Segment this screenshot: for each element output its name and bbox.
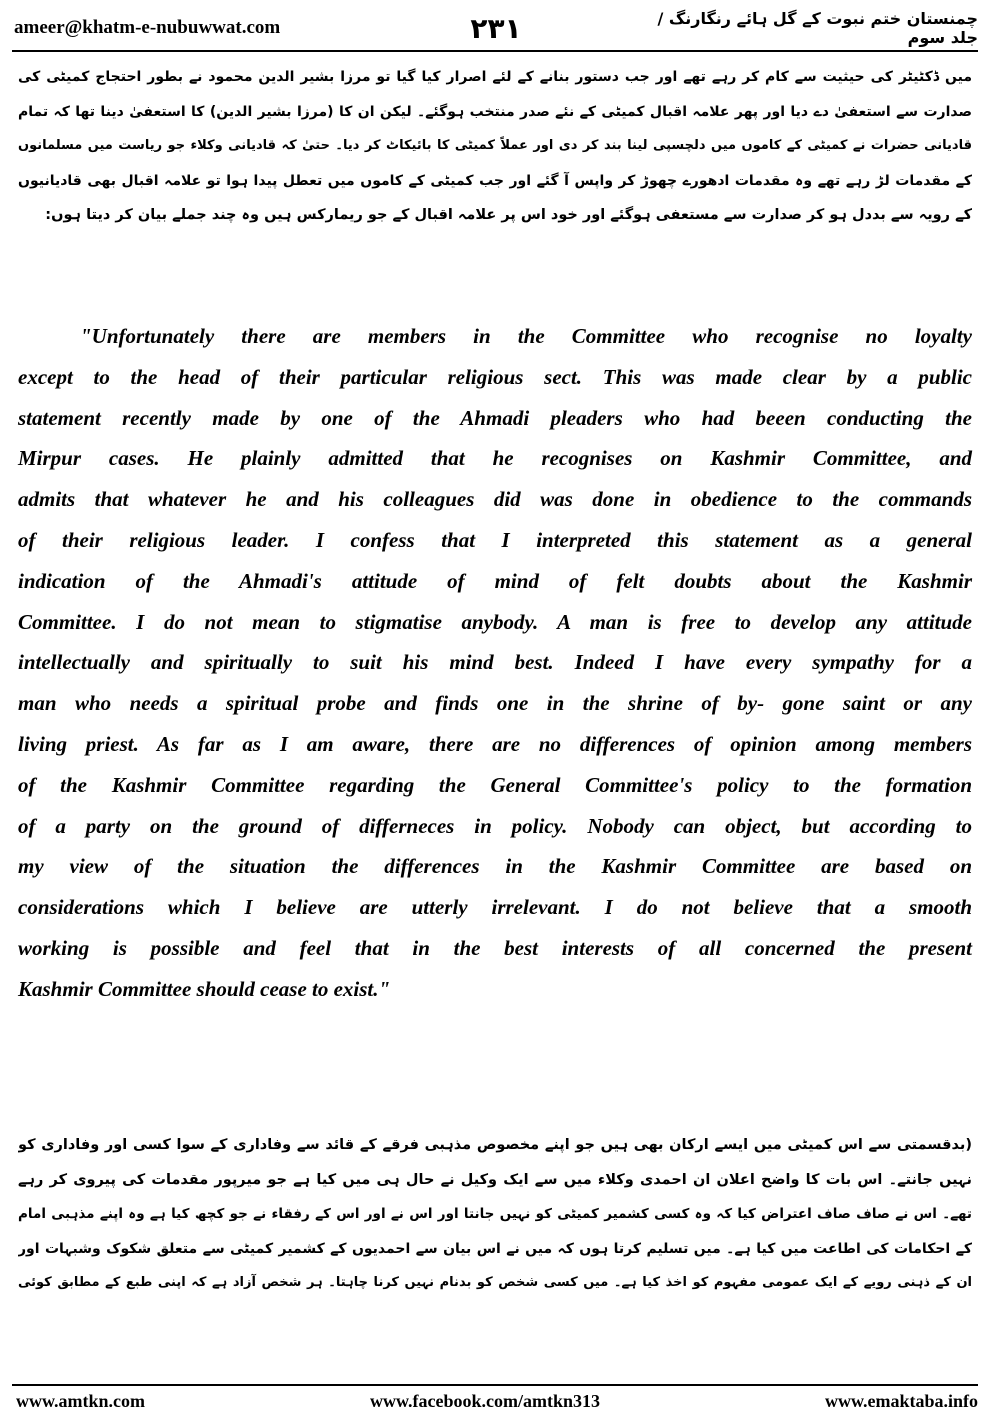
- quote-line: Mirpur cases. He plainly admitted that he recognises on Kashmir Committee, and: [18, 446, 972, 471]
- quote-line: indication of the Ahmadi's attitude of mind of felt doubts about the Kashmir: [18, 568, 972, 593]
- quote-line: of the Kashmir Committee regarding the General Committee's policy to the formation: [18, 772, 972, 797]
- urdu-translation-paragraph: [18, 1128, 972, 1301]
- urdu-intro-line: کے مقدمات لڑ رہے تھے وہ مقدمات ادھورے چھوڑ کر واپس آ گئے اور جب کمیٹی کے کاموں میں تعطل پیدا ہوا تو علامہ اقبال بھی قادیانیوں: [18, 172, 972, 189]
- quote-line: statement recently made by one of the Ahmadi pleaders who had beeen conducting the: [18, 405, 972, 430]
- urdu-intro-line: صدارت سے استعفیٰ دے دیا اور پھر علامہ اقبال کمیٹی کے نئے صدر منتخب ہوگئے۔ لیکن ان کا (مرزا بشیر الدین) کا استعفیٰ دینا تھا کہ تمام: [18, 103, 972, 120]
- urdu-translation-line: (بدقسمتی سے اس کمیٹی میں ایسے ارکان بھی ہیں جو اپنے مخصوص مذہبی فرقے کے قائد سے وفاداری کے سوا کسی اور وفاداری کو: [18, 1137, 972, 1153]
- urdu-intro-paragraph: [18, 60, 972, 233]
- english-quote-block: [18, 316, 972, 1010]
- quote-line: except to the head of their particular religious sect. This was made clear by a public: [18, 364, 972, 389]
- quote-line: "Unfortunately there are members in the Committee who recognise no loyalty: [80, 324, 972, 348]
- footer-link-amtkn[interactable]: www.amtkn.com: [16, 1390, 145, 1411]
- urdu-translation-line: کے احکامات کی اطاعت میں کیا ہے۔ میں تسلیم کرتا ہوں کہ میں نے اس بیان سے احمدیوں کے کشمیر کمیٹی سے متعلق شکوک وشبہات اور: [18, 1240, 972, 1257]
- page-footer: [16, 1388, 978, 1414]
- page-number: ۲۳۱: [470, 11, 522, 45]
- urdu-translation-line: نہیں جانتے۔ اس بات کا واضح اعلان ان احمدی وکلاء میں سے ایک وکیل نے حال ہی میں کیا ہے جو میرپور مقدمات کی پیروی کر رہے: [18, 1171, 972, 1188]
- header-rule: [12, 50, 978, 52]
- quote-line: of their religious leader. I confess that I interpreted this statement as a general: [18, 527, 972, 552]
- book-title: چمنستان ختم نبوت کے گل ہائے رنگارنگ / جلد سوم: [657, 9, 978, 47]
- urdu-translation-line: تھے۔ اس نے صاف صاف اعتراض کیا کہ وہ کسی کشمیر کمیٹی کو نہیں جانتا اور اس نے اور اس کے رفقاء نے جو کچھ کیا ہے وہ اپنے مذہبی امام: [18, 1206, 972, 1222]
- quote-line: Committee. I do not mean to stigmatise anybody. A man is free to develop any attitude: [18, 609, 972, 634]
- urdu-translation-line: ان کے ذہنی رویے کے ایک عمومی مفہوم کو اخذ کیا ہے۔ میں کسی شخص کو بدنام نہیں کرنا چاہتا۔ ہر شخص آزاد ہے کہ اپنی طبع کے مطابق کوئی: [18, 1275, 972, 1290]
- footer-rule: [12, 1384, 978, 1386]
- urdu-intro-line: میں ڈکٹیٹر کی حیثیت سے کام کر رہے تھے اور جب دستور بنانے کے لئے اصرار کیا گیا تو مرزا بشیر الدین محمود نے بطور احتجاج کمیٹی کی: [18, 69, 972, 85]
- urdu-intro-line: قادیانی حضرات نے کمیٹی کے کاموں میں دلچسپی لینا بند کر دی اور عملاً کمیٹی کا بائیکاٹ کر دیا۔ حتیٰ کہ قادیانی وکلاء جو ریاست میں مسلمانوں: [18, 138, 972, 153]
- quote-line: working is possible and feel that in the best interests of all concerned the present: [18, 935, 972, 960]
- quote-line: intellectually and spiritually to suit his mind best. Indeed I have every sympathy for a: [18, 650, 972, 675]
- header-email: ameer@khatm-e-nubuwwat.com: [14, 17, 281, 38]
- quote-line: Kashmir Committee should cease to exist.": [18, 976, 391, 1001]
- quote-line: my view of the situation the differences in the Kashmir Committee are based on: [18, 854, 972, 879]
- page-header: [14, 8, 978, 48]
- footer-link-facebook[interactable]: www.facebook.com/amtkn313: [369, 1390, 600, 1411]
- quote-line: admits that whatever he and his colleagues did was done in obedience to the commands: [18, 487, 972, 512]
- quote-line: of a party on the ground of differneces in policy. Nobody can object, but according to: [18, 813, 972, 838]
- quote-line: living priest. As far as I am aware, there are no differences of opinion among members: [18, 731, 972, 756]
- footer-link-emaktaba[interactable]: www.emaktaba.info: [824, 1390, 978, 1411]
- urdu-intro-line: کے رویہ سے بددل ہو کر صدارت سے مستعفی ہوگئے اور خود اس پر علامہ اقبال کے جو ریمارکس ہیں وہ چند جملے بیان کر دیتا ہوں:: [45, 207, 972, 223]
- quote-line: man who needs a spiritual probe and finds one in the shrine of by- gone saint or any: [18, 691, 972, 716]
- quote-line: considerations which I believe are utterly irrelevant. I do not believe that a smooth: [18, 895, 972, 920]
